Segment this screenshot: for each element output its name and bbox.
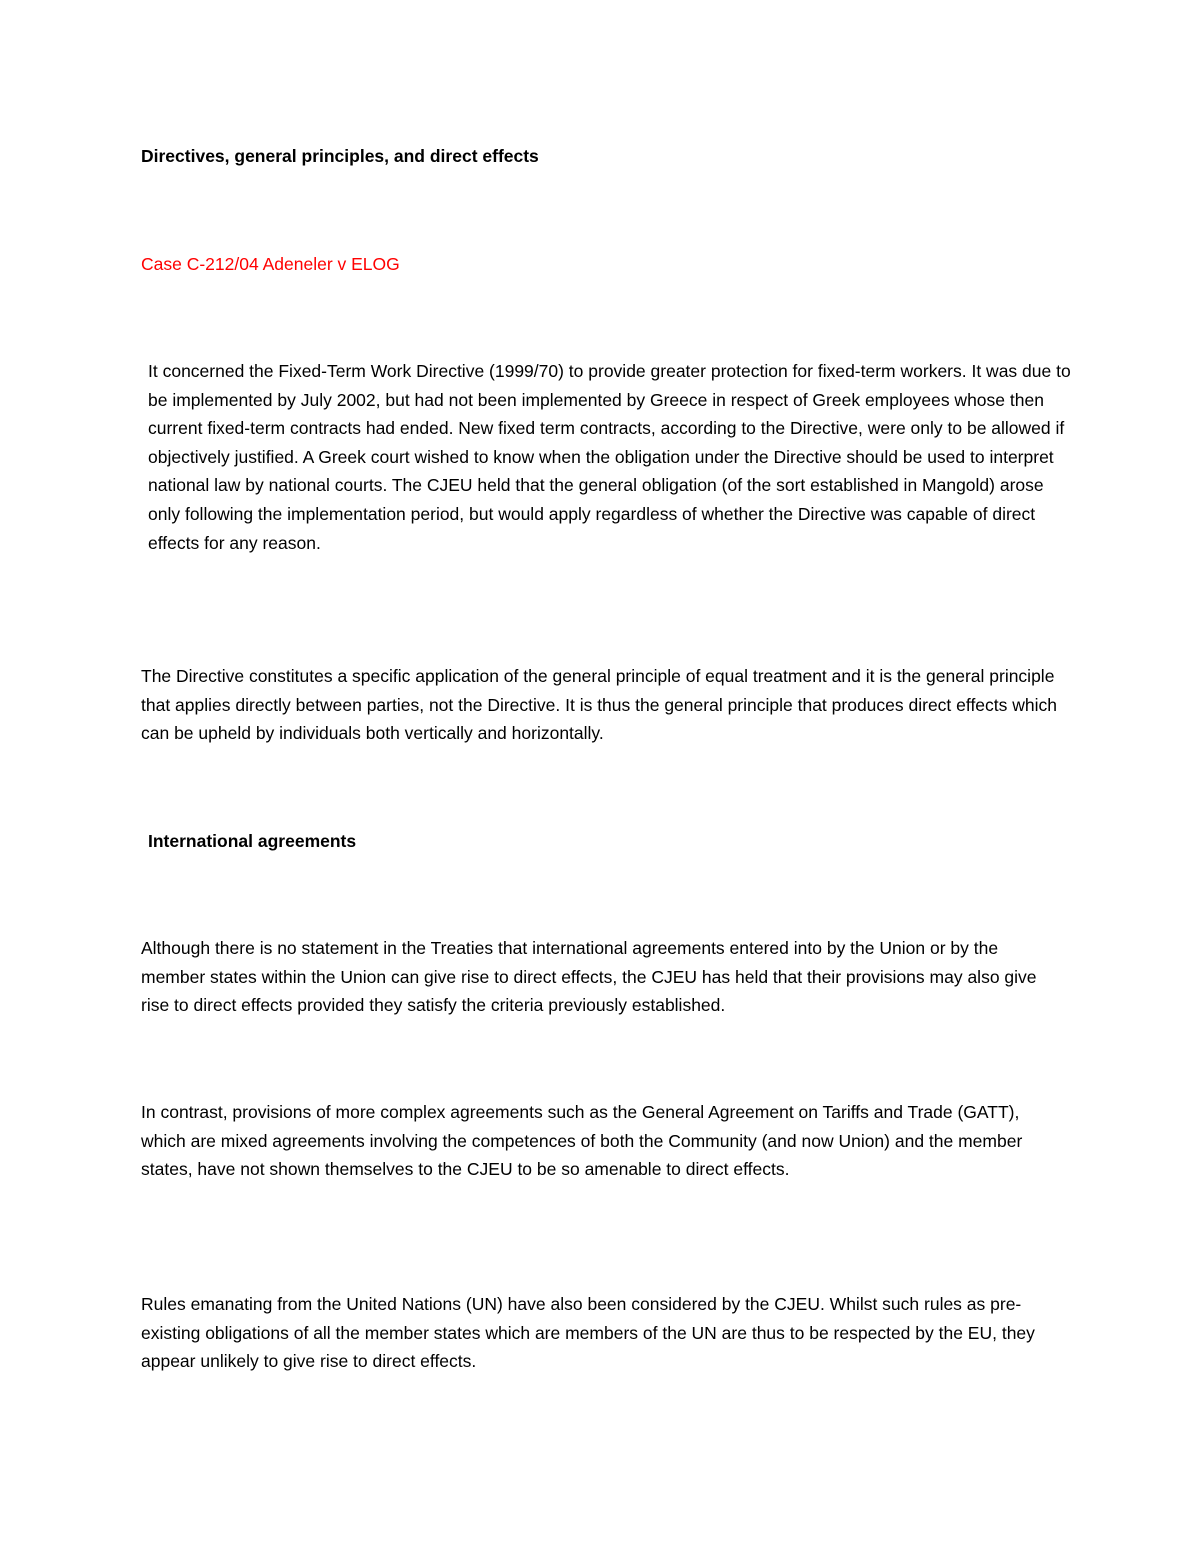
paragraph-international-agreements: Although there is no statement in the Treaties that international agreements entered into by the Union or by the member states within the Union can give rise to direct effects, the CJEU has held that their provisions may also give rise to direct effects provided they satisfy the criteria previously established.	[141, 938, 1037, 1016]
paragraph-general-principle: The Directive constitutes a specific application of the general principle of equal treatment and it is the general principle that applies directly between parties, not the Directive. It is thus the general principle that produces direct effects which can be upheld by individuals both vertically and horizontally.	[141, 666, 1057, 744]
paragraph-case-summary: It concerned the Fixed-Term Work Directive (1999/70) to provide greater protection for fixed-term workers. It was due to be implemented by July 2002, but had not been implemented by Greece in respect of Greek employees whose then current fixed-term contracts had ended. New fixed term contracts, according to the Directive, were only to be allowed if objectively justified. A Greek court wished to know when the obligation under the Directive should be used to interpret national law by national courts. The CJEU held that the general obligation (of the sort established in Mangold) arose only following the implementation period, but would apply regardless of whether the Directive was capable of direct effects for any reason.	[148, 361, 1071, 553]
document-title: Directives, general principles, and direct effects	[141, 146, 539, 166]
section-heading-international-agreements: International agreements	[148, 831, 357, 851]
paragraph-united-nations: Rules emanating from the United Nations (UN) have also been considered by the CJEU. Whilst such rules as pre-existing obligations of all the member states which are members of the UN are thus to be respected by the EU, they appear unlikely to give rise to direct effects.	[141, 1294, 1035, 1372]
paragraph-gatt: In contrast, provisions of more complex agreements such as the General Agreement on Tariffs and Trade (GATT), which are mixed agreements involving the competences of both the Community (and now Union) and the member states, have not shown themselves to the CJEU to be so amenable to direct effects.	[141, 1102, 1023, 1180]
case-heading: Case C-212/04 Adeneler v ELOG	[141, 254, 400, 274]
